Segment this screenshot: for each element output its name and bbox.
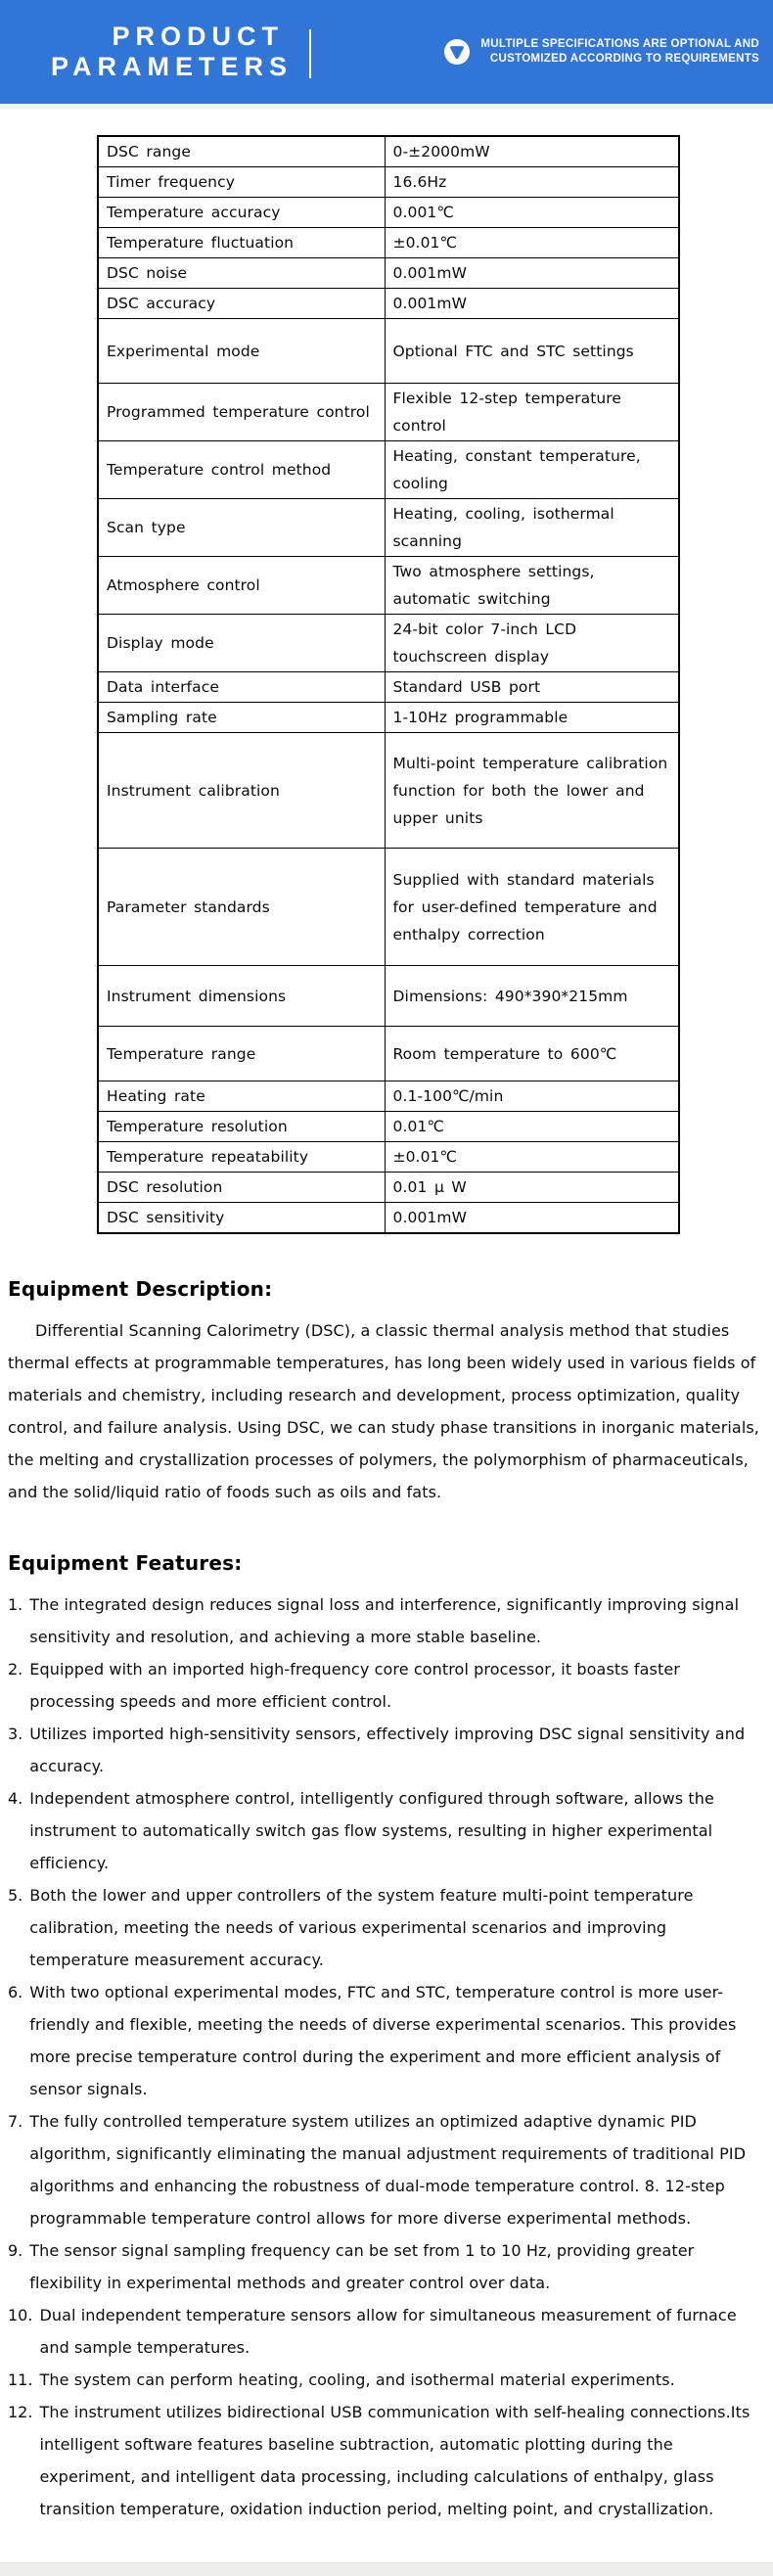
description-heading: Equipment Description: — [8, 1277, 273, 1301]
value-cell: 0-±2000mW — [385, 136, 679, 167]
feature-item — [8, 1879, 764, 1976]
feature-text: The sensor signal sampling frequency can be set from 1 to 10 Hz, providing greater flexibility in experimental methods and greater control over data. — [29, 2241, 695, 2292]
param-cell: Sampling rate — [98, 703, 385, 733]
feature-number: 6. — [8, 1983, 23, 2001]
feature-item — [8, 2234, 764, 2299]
param-cell: Instrument dimensions — [98, 966, 385, 1027]
param-cell: Parameter standards — [98, 849, 385, 966]
feature-number: 1. — [8, 1595, 23, 1614]
table-row — [98, 1027, 679, 1081]
param-cell: Temperature accuracy — [98, 198, 385, 228]
features-heading: Equipment Features: — [8, 1551, 243, 1575]
value-cell: 1-10Hz programmable — [385, 703, 679, 733]
value-cell: 0.001℃ — [385, 198, 679, 228]
value-cell: 0.01 μ W — [385, 1173, 679, 1203]
header-banner — [0, 0, 773, 104]
feature-text: The integrated design reduces signal loss and interference, significantly improving signal sensitivity and resolution, and achieving a more stable baseline. — [29, 1595, 740, 1646]
value-cell: ±0.01℃ — [385, 1142, 679, 1173]
value-cell: Multi-point temperature calibration function for both the lower and upper units — [385, 733, 679, 849]
feature-number: 2. — [8, 1660, 23, 1679]
page-title-line1: PRODUCT — [112, 22, 284, 51]
table-row — [98, 198, 679, 228]
feature-item — [8, 2299, 764, 2364]
value-cell: ±0.01℃ — [385, 228, 679, 258]
spec-badge — [444, 37, 759, 67]
table-row — [98, 136, 679, 167]
value-cell: Heating, cooling, isothermal scanning — [385, 499, 679, 557]
table-row — [98, 557, 679, 615]
table-row — [98, 228, 679, 258]
feature-item — [8, 1588, 764, 1653]
value-cell: Standard USB port — [385, 672, 679, 703]
page-title — [51, 22, 294, 82]
value-cell: 0.001mW — [385, 258, 679, 289]
param-cell: Experimental mode — [98, 319, 385, 384]
value-cell: Optional FTC and STC settings — [385, 319, 679, 384]
param-cell: DSC range — [98, 136, 385, 167]
table-row — [98, 849, 679, 966]
param-cell: DSC sensitivity — [98, 1203, 385, 1234]
param-cell: DSC noise — [98, 258, 385, 289]
param-cell: Temperature fluctuation — [98, 228, 385, 258]
param-cell: Display mode — [98, 615, 385, 672]
value-cell: Flexible 12-step temperature control — [385, 384, 679, 441]
param-cell: Timer frequency — [98, 167, 385, 198]
value-cell: 0.001mW — [385, 289, 679, 319]
value-cell: 0.001mW — [385, 1203, 679, 1234]
table-row — [98, 167, 679, 198]
table-row — [98, 258, 679, 289]
feature-text: Independent atmosphere control, intelligently configured through software, allows the instrument to automatically switch gas flow systems, resulting in higher experimental efficiency. — [29, 1789, 714, 1872]
table-row — [98, 1203, 679, 1234]
features-section — [0, 1551, 773, 2525]
banner-underline — [0, 104, 773, 109]
feature-text: The system can perform heating, cooling, and isothermal material experiments. — [39, 2370, 675, 2389]
features-list — [8, 1588, 764, 2525]
param-cell: DSC resolution — [98, 1173, 385, 1203]
param-cell: Atmosphere control — [98, 557, 385, 615]
param-cell: Scan type — [98, 499, 385, 557]
param-cell: Instrument calibration — [98, 733, 385, 849]
param-cell: Temperature range — [98, 1027, 385, 1081]
table-row — [98, 1142, 679, 1173]
feature-item — [8, 1976, 764, 2105]
table-row — [98, 319, 679, 384]
feature-text: The fully controlled temperature system utilizes an optimized adaptive dynamic PID algorithm, significantly eliminating the manual adjustment requirements of traditional PID algorithms and enhancing the robustness of dual-mode temperature control. 8. 12-step programmable temperature control allows for more diverse experimental methods. — [29, 2112, 747, 2228]
banner-divider — [309, 29, 311, 78]
feature-number: 12. — [8, 2403, 33, 2421]
param-cell: Programmed temperature control — [98, 384, 385, 441]
value-cell: 24-bit color 7-inch LCD touchscreen display — [385, 615, 679, 672]
feature-text: With two optional experimental modes, FTC and STC, temperature control is more user-friendly and flexible, meeting the needs of diverse experimental scenarios. This provides more precise temperature control during the experiment and more efficient analysis of sensor signals. — [29, 1983, 737, 2098]
feature-text: Utilizes imported high-sensitivity sensors, effectively improving DSC signal sensitivity and accuracy. — [29, 1725, 746, 1775]
param-cell: DSC accuracy — [98, 289, 385, 319]
description-text: Differential Scanning Calorimetry (DSC), a classic thermal analysis method that studies thermal effects at programmable temperatures, has long been widely used in various fields of materials and chemistry, including research and development, process optimization, quality control, and failure analysis. Using DSC, we can study phase transitions in inorganic materials, the melting and crystallization processes of polymers, the polymorphism of pharmaceuticals, and the solid/liquid ratio of foods such as oils and fats. — [8, 1321, 759, 1501]
table-row — [98, 384, 679, 441]
value-cell: 16.6Hz — [385, 167, 679, 198]
feature-item — [8, 1653, 764, 1718]
feature-number: 3. — [8, 1725, 23, 1743]
table-row — [98, 703, 679, 733]
feature-text: Equipped with an imported high-frequency core control processor, it boasts faster processing speeds and more efficient control. — [29, 1660, 680, 1711]
value-cell: Supplied with standard materials for user-defined temperature and enthalpy correction — [385, 849, 679, 966]
feature-number: 5. — [8, 1886, 23, 1905]
feature-number: 11. — [8, 2370, 33, 2389]
table-row — [98, 289, 679, 319]
feature-number: 10. — [8, 2306, 33, 2324]
table-row — [98, 499, 679, 557]
table-row — [98, 1112, 679, 1142]
value-cell: Dimensions: 490*390*215mm — [385, 966, 679, 1027]
table-row — [98, 1081, 679, 1112]
spec-badge-text — [480, 37, 759, 67]
param-cell: Temperature control method — [98, 441, 385, 499]
table-row — [98, 1173, 679, 1203]
table-row — [98, 733, 679, 849]
table-row — [98, 441, 679, 499]
feature-item — [8, 2364, 764, 2396]
feature-number: 7. — [8, 2112, 23, 2131]
feature-item — [8, 1718, 764, 1782]
feature-item — [8, 2105, 764, 2234]
feature-number: 4. — [8, 1789, 23, 1808]
description-section — [0, 1277, 773, 1508]
value-cell: 0.1-100℃/min — [385, 1081, 679, 1112]
spec-badge-line2: CUSTOMIZED ACCORDING TO REQUIREMENTS — [489, 53, 759, 65]
value-cell: Room temperature to 600℃ — [385, 1027, 679, 1081]
table-row — [98, 966, 679, 1027]
param-cell: Heating rate — [98, 1081, 385, 1112]
value-cell: 0.01℃ — [385, 1112, 679, 1142]
page-title-line2: PARAMETERS — [51, 52, 294, 81]
down-triangle-circle-icon — [444, 39, 470, 65]
parameters-table — [97, 135, 680, 1234]
param-cell: Temperature resolution — [98, 1112, 385, 1142]
feature-text: Dual independent temperature sensors allow for simultaneous measurement of furnace and sample temperatures. — [39, 2306, 737, 2357]
feature-text: The instrument utilizes bidirectional USB communication with self-healing connections.Its intelligent software features baseline subtraction, automatic plotting during the experiment, and intelligent data processing, including calculations of enthalpy, glass transition temperature, oxidation induction period, melting point, and crystallization. — [39, 2403, 750, 2518]
param-cell: Temperature repeatability — [98, 1142, 385, 1173]
feature-number: 9. — [8, 2241, 23, 2260]
table-row — [98, 615, 679, 672]
spec-badge-line1: MULTIPLE SPECIFICATIONS ARE OPTIONAL AND — [480, 38, 759, 50]
feature-item — [8, 1782, 764, 1879]
param-cell: Data interface — [98, 672, 385, 703]
footer-strip — [0, 2562, 773, 2576]
feature-text: Both the lower and upper controllers of the system feature multi-point temperature calibration, meeting the needs of various experimental scenarios and improving temperature measurement accuracy. — [29, 1886, 694, 1969]
value-cell: Two atmosphere settings, automatic switching — [385, 557, 679, 615]
table-row — [98, 672, 679, 703]
feature-item — [8, 2396, 764, 2525]
value-cell: Heating, constant temperature, cooling — [385, 441, 679, 499]
